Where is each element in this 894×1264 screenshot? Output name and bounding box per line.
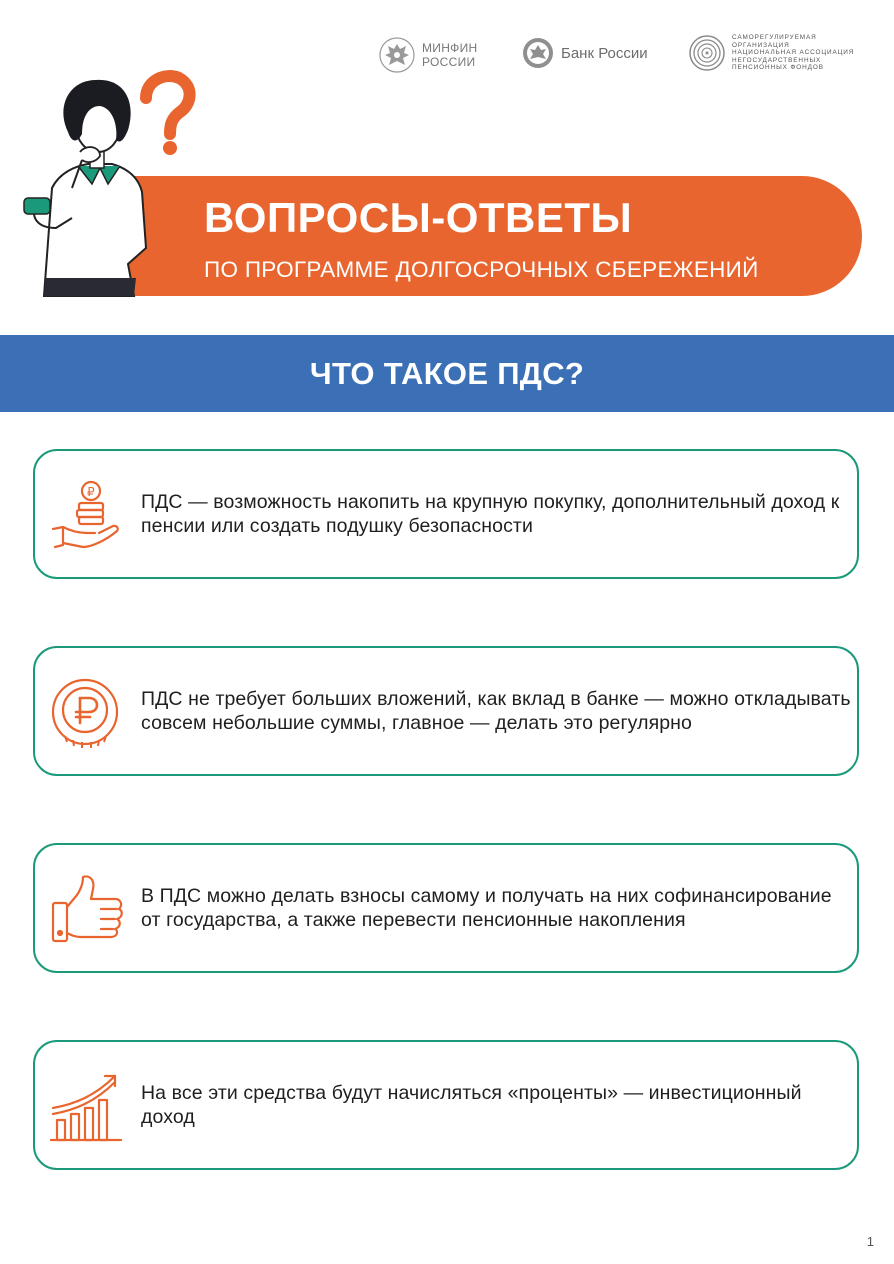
card-text-2: ПДС не требует больших вложений, как вклад в банке — можно откладывать совсем небольшие суммы, главное — делать это регулярно — [141, 688, 851, 734]
coins-on-hand-icon — [49, 477, 125, 553]
growth-chart-icon — [49, 1068, 125, 1144]
card-text-1: ПДС — возможность накопить на крупную покупку, дополнительный доход к пенсии или создать подушку безопасности — [141, 491, 840, 537]
minfin-logo — [378, 36, 478, 74]
hero-title: ВОПРОСЫ-ОТВЕТЫ — [204, 194, 633, 241]
minfin-line-1: МИНФИН — [422, 41, 478, 55]
naf-spiral-icon — [688, 34, 726, 72]
question-mark-icon — [146, 76, 190, 155]
svg-text:₽: ₽ — [87, 485, 95, 499]
section-title: ЧТО ТАКОЕ ПДС? — [309, 355, 585, 391]
eagle-emblem-icon — [378, 36, 416, 74]
naf-line-3: НЕГОСУДАРСТВЕННЫХ — [732, 56, 822, 64]
info-card-3 — [33, 843, 859, 973]
naf-line-2: НАЦИОНАЛЬНАЯ АССОЦИАЦИЯ — [732, 49, 855, 57]
info-card-2 — [33, 646, 859, 776]
bank-emblem-icon — [521, 36, 555, 70]
info-card-4 — [33, 1040, 859, 1170]
bank-of-russia-logo — [521, 36, 648, 70]
minfin-line-2: РОССИИ — [422, 55, 476, 69]
thumbs-up-icon — [49, 871, 125, 947]
hero-subtitle: ПО ПРОГРАММЕ ДОЛГОСРОЧНЫХ СБЕРЕЖЕНИЙ — [204, 257, 759, 282]
page-number: 1 — [866, 1234, 874, 1249]
info-card-1 — [33, 449, 859, 579]
naf-logo — [688, 34, 860, 72]
ruble-coin-icon — [49, 674, 125, 750]
card-text-4: На все эти средства будут начисляться «проценты» — инвестиционный доход — [141, 1082, 802, 1128]
thinking-woman-illustration — [16, 68, 206, 298]
section-band — [0, 335, 894, 412]
card-text-3: В ПДС можно делать взносы самому и получать на них софинансирование от государства, а также перевести пенсионные накопления — [141, 885, 832, 931]
naf-line-4: ПЕНСИОННЫХ ФОНДОВ — [732, 64, 824, 72]
bank-of-russia-text: Банк России — [561, 44, 648, 62]
naf-line-1: САМОРЕГУЛИРУЕМАЯ ОРГАНИЗАЦИЯ — [732, 34, 817, 49]
